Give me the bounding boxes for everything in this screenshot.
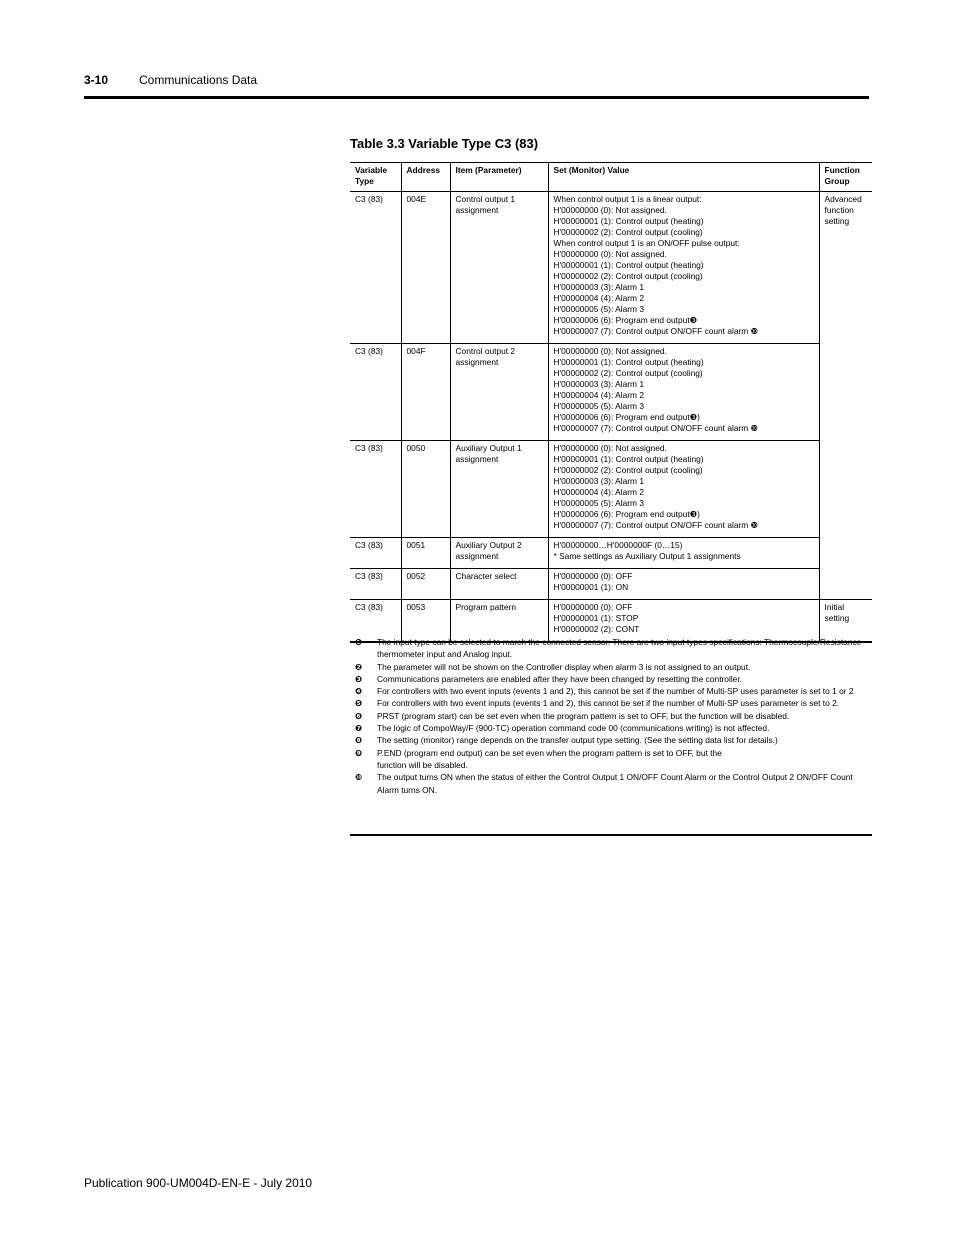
footnote-text: For controllers with two event inputs (events 1 and 2), this cannot be set if the number of Multi-SP uses parameter is set to 1 or 2 — [377, 686, 854, 697]
column-header: Variable Type — [350, 163, 401, 192]
bottom-rule — [350, 834, 872, 836]
footnotes — [355, 636, 870, 796]
footnote — [355, 747, 870, 772]
footnote-marker: ❷ — [355, 661, 363, 672]
value-line: H'00000002 (2): Control output (cooling) — [553, 465, 703, 475]
item-cell: Control output 1 assignment — [450, 192, 548, 344]
address-cell: 0053 — [401, 600, 450, 643]
footnote — [355, 661, 870, 673]
column-header: Set (Monitor) Value — [548, 163, 819, 192]
value-line: H'00000003 (3): Alarm 1 — [553, 282, 645, 292]
variable-type-cell: C3 (83) — [350, 344, 401, 441]
table-row — [350, 441, 872, 538]
value-line: H'00000002 (2): Control output (cooling) — [553, 271, 703, 281]
value-line: H'00000005 (5): Alarm 3 — [553, 498, 645, 508]
variable-type-cell: C3 (83) — [350, 192, 401, 344]
address-cell: 004F — [401, 344, 450, 441]
value-line: H'00000005 (5): Alarm 3 — [553, 304, 645, 314]
footnote-text: The parameter will not be shown on the Controller display when alarm 3 is not assigned to an output. — [377, 661, 751, 672]
footnote-marker: ❹ — [355, 686, 363, 697]
table-row — [350, 538, 872, 569]
value-line: H'00000002 (2): Control output (cooling) — [553, 227, 703, 237]
value-line: H'00000000 (0): Not assigned. — [553, 249, 667, 259]
footnote — [355, 685, 870, 697]
value-line: H'00000001 (1): Control output (heating) — [553, 216, 704, 226]
address-cell: 004E — [401, 192, 450, 344]
footnote-marker: ❼ — [355, 723, 363, 734]
table-row — [350, 569, 872, 600]
value-line: H'00000005 (5): Alarm 3 — [553, 401, 645, 411]
value-cell — [548, 538, 819, 569]
footnote-marker: ❻ — [355, 710, 363, 721]
value-line: H'00000004 (4): Alarm 2 — [553, 390, 645, 400]
item-cell: Character select — [450, 569, 548, 600]
variable-type-cell: C3 (83) — [350, 538, 401, 569]
table-caption: Table 3.3 Variable Type C3 (83) — [350, 136, 539, 151]
item-cell: Auxiliary Output 2 assignment — [450, 538, 548, 569]
value-line: * Same settings as Auxiliary Output 1 assignments — [553, 551, 741, 561]
address-cell: 0052 — [401, 569, 450, 600]
footnote-text: PRST (program start) can be set even when the program pattern is set to OFF, but the function will be disabled. — [377, 710, 790, 721]
value-cell — [548, 569, 819, 600]
footnote-text: The setting (monitor) range depends on the transfer output type setting. (See the setting data list for details.) — [377, 735, 778, 746]
footnote — [355, 710, 870, 722]
item-cell: Program pattern — [450, 600, 548, 643]
value-line: H'00000000 (0): Not assigned. — [553, 443, 667, 453]
section-title: Communications Data — [139, 73, 258, 87]
footnote — [355, 673, 870, 685]
footnote-text: The input type can be selected to march the connected sensor. There are two input types specifications: Thermocouple/Resistance thermometer input and Analog input. — [377, 637, 862, 660]
footnote-marker: ❸ — [355, 673, 363, 684]
variable-type-cell: C3 (83) — [350, 441, 401, 538]
item-cell: Auxiliary Output 1 assignment — [450, 441, 548, 538]
footnote — [355, 722, 870, 734]
footnote-text: P.END (program end output) can be set even when the program pattern is set to OFF, but the function will be disabled. — [377, 747, 722, 770]
value-line: H'00000001 (1): STOP — [553, 613, 639, 623]
footnote-marker: ❶ — [355, 637, 363, 647]
value-line: H'00000007 (7): Control output ON/OFF count alarm ❿ — [553, 423, 759, 433]
value-line: H'00000001 (1): Control output (heating) — [553, 357, 704, 367]
function-group-cell — [819, 441, 872, 538]
address-cell: 0051 — [401, 538, 450, 569]
footnote-marker: ❾ — [355, 747, 363, 758]
value-line: H'00000001 (1): Control output (heating) — [553, 260, 704, 270]
value-cell — [548, 441, 819, 538]
function-group-cell — [819, 344, 872, 441]
value-line: When control output 1 is an ON/OFF pulse output: — [553, 238, 740, 248]
value-line: H'00000007 (7): Control output ON/OFF count alarm ❿ — [553, 326, 759, 336]
footnote-text: The output turns ON when the status of either the Control Output 1 ON/OFF Count Alarm or the Control Output 2 ON/OFF Count Alarm turns ON. — [377, 772, 853, 795]
value-cell — [548, 192, 819, 344]
table-row — [350, 344, 872, 441]
value-line: H'00000006 (6): Program end output❸) — [553, 509, 700, 519]
value-line: H'00000004 (4): Alarm 2 — [553, 293, 645, 303]
footnote-text: Communications parameters are enabled after they have been changed by resetting the controller. — [377, 673, 742, 684]
value-line: H'00000007 (7): Control output ON/OFF count alarm ❿ — [553, 520, 759, 530]
value-line: H'00000004 (4): Alarm 2 — [553, 487, 645, 497]
footnote — [355, 636, 870, 661]
value-line: When control output 1 is a linear output: — [553, 194, 702, 204]
footnote — [355, 771, 870, 796]
value-line: H'00000001 (1): Control output (heating) — [553, 454, 704, 464]
value-cell — [548, 344, 819, 441]
value-line: H'00000003 (3): Alarm 1 — [553, 476, 645, 486]
footnote-marker: ❽ — [355, 735, 363, 746]
footnote-text: The logic of CompoWay/F (900-TC) operation command code 00 (communications writing) is not affected. — [377, 723, 770, 734]
value-line: H'00000002 (2): Control output (cooling) — [553, 368, 703, 378]
value-line: H'00000000 (0): Not assigned. — [553, 346, 667, 356]
address-cell: 0050 — [401, 441, 450, 538]
function-group-cell: Initial setting — [819, 600, 872, 643]
variable-type-table — [350, 162, 872, 643]
page-number: 3-10 — [84, 73, 109, 87]
function-group-cell — [819, 569, 872, 600]
column-header: Item (Parameter) — [450, 163, 548, 192]
column-header: Address — [401, 163, 450, 192]
value-line: H'00000006 (6): Program end output❸ — [553, 315, 698, 325]
item-cell: Control output 2 assignment — [450, 344, 548, 441]
value-line: H'00000000 (0): Not assigned. — [553, 205, 667, 215]
function-group-cell: Advanced function setting — [819, 192, 872, 344]
value-line: H'00000003 (3): Alarm 1 — [553, 379, 645, 389]
table-row — [350, 192, 872, 344]
value-line: H'00000000…H'0000000F (0…15) — [553, 540, 683, 550]
footnote-marker: ❿ — [355, 772, 363, 783]
value-line: H'00000002 (2): CONT — [553, 624, 640, 634]
footnote-text: For controllers with two event inputs (events 1 and 2), this cannot be set if the number of Multi-SP uses parameter is set to 2. — [377, 698, 840, 709]
value-line: H'00000000 (0): OFF — [553, 571, 633, 581]
column-header: Function Group — [819, 163, 872, 192]
page-header — [84, 73, 258, 87]
footnote — [355, 697, 870, 709]
variable-type-cell: C3 (83) — [350, 600, 401, 643]
table-header-row — [350, 163, 872, 192]
header-rule — [84, 96, 869, 99]
value-line: H'00000000 (0): OFF — [553, 602, 633, 612]
variable-type-cell: C3 (83) — [350, 569, 401, 600]
value-line: H'00000001 (1): ON — [553, 582, 629, 592]
footnote-marker: ❺ — [355, 698, 363, 709]
value-line: H'00000006 (6): Program end output❸) — [553, 412, 700, 422]
footnote — [355, 734, 870, 746]
function-group-cell — [819, 538, 872, 569]
publication-footer: Publication 900-UM004D-EN-E - July 2010 — [84, 1176, 313, 1190]
